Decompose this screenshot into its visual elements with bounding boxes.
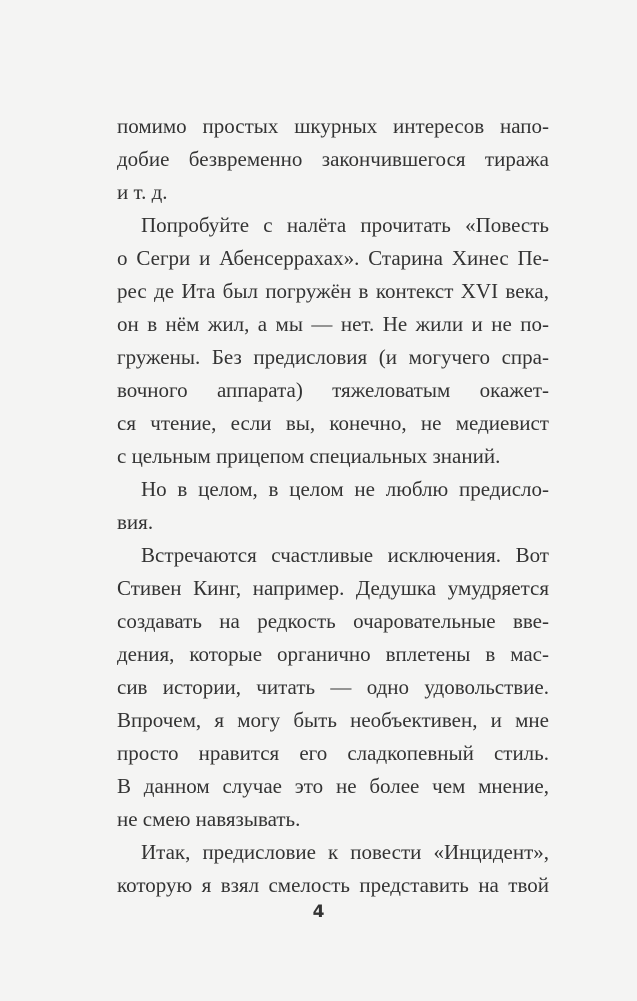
- text-line: помимо простых шкурных интересов напо-: [117, 114, 549, 138]
- text-line: гружены. Без предисловия (и могучего спра-: [117, 345, 549, 369]
- text-line: не смею навязывать.: [117, 807, 301, 831]
- text-line: которую я взял смелость представить на твой: [117, 873, 549, 897]
- text-line: Впрочем, я могу быть необъективен, и мне: [117, 708, 549, 732]
- body-text: [117, 110, 549, 902]
- text-line: рес де Ита был погружён в контекст XVI века,: [117, 279, 549, 303]
- text-line: Попробуйте с налёта прочитать «Повесть: [141, 213, 549, 237]
- text-line: вочного аппарата) тяжеловатым окажет-: [117, 378, 549, 402]
- text-line: Встречаются счастливые исключения. Вот: [141, 543, 549, 567]
- text-line: создавать на редкость очаровательные вве-: [117, 609, 549, 633]
- text-line: дения, которые органично вплетены в мас-: [117, 642, 549, 666]
- text-line: Итак, предисловие к повести «Инцидент»,: [141, 840, 549, 864]
- text-line: добие безвременно закончившегося тиража: [117, 147, 549, 171]
- text-line: с цельным прицепом специальных знаний.: [117, 444, 501, 468]
- text-line: о Сегри и Абенсеррахах». Старина Хинес Пе-: [117, 246, 549, 270]
- text-line: Но в целом, в целом не люблю предисло-: [141, 477, 549, 501]
- text-line: и т. д.: [117, 180, 168, 204]
- text-line: просто нравится его сладкопевный стиль.: [117, 741, 549, 765]
- page-number: 4: [312, 902, 325, 922]
- text-line: он в нём жил, а мы — нет. Не жили и не по-: [117, 312, 549, 336]
- text-line: сив истории, читать — одно удовольствие.: [117, 675, 549, 699]
- text-line: вия.: [117, 510, 154, 534]
- text-line: Стивен Кинг, например. Дедушка умудряется: [117, 576, 549, 600]
- text-line: ся чтение, если вы, конечно, не медиевист: [117, 411, 549, 435]
- text-line: В данном случае это не более чем мнение,: [117, 774, 549, 798]
